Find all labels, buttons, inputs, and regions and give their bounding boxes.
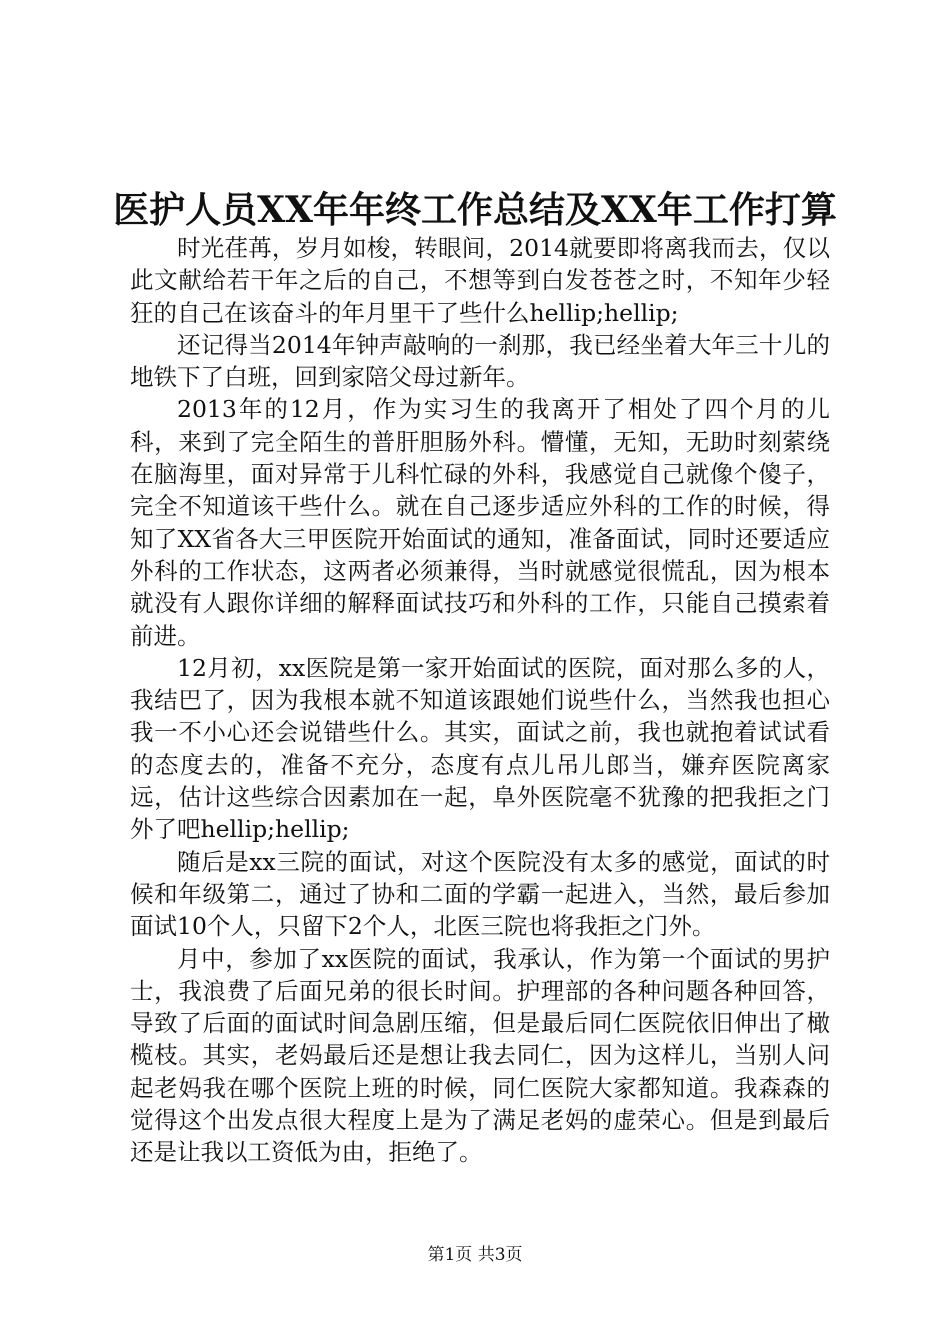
paragraph: 月中，参加了xx医院的面试，我承认，作为第一个面试的男护士，我浪费了后面兄弟的很长时间。护理部的各种问题各种回答，导致了后面的面试时间急剧压缩，但是最后同仁医院依旧伸出了橄榄枝。其实，老妈最后还是想让我去同仁，因为这样儿，当别人问起老妈我在哪个医院上班的时候，同仁医院大家都知道。我森森的觉得这个出发点很大程度上是为了满足老妈的虚荣心。但是到最后还是让我以工资低为由，拒绝了。 bbox=[130, 944, 830, 1167]
page-number-footer: 第1页 共3页 bbox=[427, 1245, 523, 1265]
paragraph: 2013年的12月，作为实习生的我离开了相处了四个月的儿科，来到了完全陌生的普肝胆肠外科。懵懂，无知，无助时刻萦绕在脑海里，面对异常于儿科忙碌的外科，我感觉自己就像个傻子，完全不知道该干些什么。就在自己逐步适应外科的工作的时候，得知了XX省各大三甲医院开始面试的通知，准备面试，同时还要适应外科的工作状态，这两者必须兼得，当时就感觉很慌乱，因为根本就没有人跟你详细的解释面试技巧和外科的工作，只能自己摸索着前进。 bbox=[130, 395, 830, 650]
document-body bbox=[130, 232, 830, 1169]
paragraph: 12月初，xx医院是第一家开始面试的医院，面对那么多的人，我结巴了，因为我根本就不知道该跟她们说些什么，当然我也担心我一不小心还会说错些什么。其实，面试之前，我也就抱着试试看的态度去的，准备不充分，态度有点儿吊儿郎当，嫌弃医院离家远，估计这些综合因素加在一起，阜外医院毫不犹豫的把我拒之门外了吧hellip;hellip; bbox=[130, 653, 830, 844]
paragraph: 随后是xx三院的面试，对这个医院没有太多的感觉，面试的时候和年级第二，通过了协和二面的学霸一起进入，当然，最后参加面试10个人，只留下2个人，北医三院也将我拒之门外。 bbox=[130, 847, 830, 941]
document-title: 医护人员XX年年终工作总结及XX年工作打算 bbox=[113, 189, 837, 231]
paragraph: 还记得当2014年钟声敲响的一刹那，我已经坐着大年三十儿的地铁下了白班，回到家陪父母过新年。 bbox=[130, 330, 830, 392]
paragraph: 时光荏苒，岁月如梭，转眼间，2014就要即将离我而去，仅以此文献给若干年之后的自己，不想等到白发苍苍之时，不知年少轻狂的自己在该奋斗的年月里干了些什么hellip;hellip; bbox=[130, 234, 830, 327]
